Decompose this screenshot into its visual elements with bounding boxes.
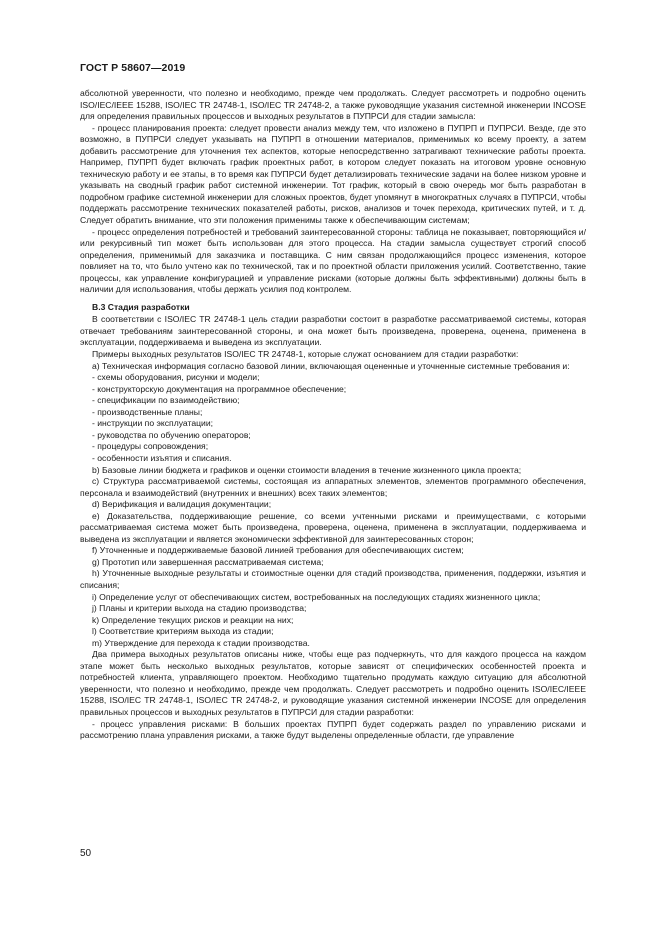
paragraph: j) Планы и критерии выхода на стадию производства; bbox=[92, 603, 307, 614]
paragraph: g) Прототип или завершенная рассматриваемая система; bbox=[92, 556, 324, 567]
paragraph: i) Определение услуг от обеспечивающих систем, востребованных на последующих стадиях жизненного цикла; bbox=[92, 591, 541, 602]
paragraph: - производственные планы; bbox=[92, 406, 203, 417]
paragraph: Примеры выходных результатов ISO/IEC TR 24748-1, которые служат основанием для стадии разработки: bbox=[92, 349, 519, 360]
paragraph: k) Определение текущих рисков и реакции на них; bbox=[92, 614, 294, 625]
paragraph: - особенности изъятия и списания. bbox=[92, 452, 232, 463]
paragraph: - спецификации по взаимодействию; bbox=[92, 395, 240, 406]
paragraph: d) Верификация и валидация документации; bbox=[92, 499, 272, 510]
paragraph: c) Структура рассматриваемой системы, состоящая из аппаратных элементов, элементов программного обеспечения, персонала и взаимодействий (внутренних и внешних) всех таких элементов; bbox=[80, 476, 586, 498]
paragraph: В соответствии с ISO/IEC TR 24748-1 цель стадии разработки состоит в разработке рассматриваемой системы, которая отвечает требованиям заинтересованной стороны, и она может быть произведена, проверена, оценена, применена в эксплуатации, поддерживаема и выведена из эксплуатации. bbox=[80, 314, 586, 348]
paragraph: m) Утверждение для перехода к стадии производства. bbox=[92, 637, 310, 648]
paragraph: e) Доказательства, поддерживающие решение, со всеми учтенными рисками и преимуществами, с которыми рассматриваемая система может быть произведена, проверена, оценена, применена в эксплуатации, поддерживаема и выведена из эксплуатации и является экономически эффективной для заинтересованных сторон; bbox=[80, 510, 586, 544]
paragraph: - процесс управления рисками: В больших проектах ПУПРП будет содержать раздел по управлению рисками и рассмотрению плана управления рисками, а также будут выделены определенные области, где управление bbox=[80, 718, 586, 741]
paragraph: абсолютной уверенности, что полезно и необходимо, прежде чем продолжать. Следует рассмотреть и подробно оценить ISO/IEC/IEEE 15288, ISO/IEC TR 24748-1, ISO/IEC TR 24748-2, а также руководящие указания системной инженерии INCOSE для определения правильных процессов и выходных результатов в ПУПРСИ для стадии замысла: bbox=[80, 88, 586, 122]
paragraph: - конструкторскую документация на программное обеспечение; bbox=[92, 383, 347, 394]
paragraph: Два примера выходных результатов описаны ниже, чтобы еще раз подчеркнуть, что для каждого процесса на каждом этапе может быть несколько выходных результатов, которые зависят от специфических особенностей проекта и потребностей клиента, управляющего проектом. Необходимо тщательно продумать каждую ситуацию для абсолютной уверенности, что полезно и необходимо, прежде чем продолжать. Следует рассмотреть и подробно оценить ISO/IEC/IEEE 15288, ISO/IEC TR 24748-1, ISO/IEC TR 24748-2, и руководящие указания системной инженерии INCOSE для определения правильных процессов и выходных результатов в ПУПРСИ для стадии разработки: bbox=[80, 649, 586, 717]
paragraph: - процедуры сопровождения; bbox=[92, 441, 209, 452]
paragraph: b) Базовые линии бюджета и графиков и оценки стоимости владения в течение жизненного цикла проекта; bbox=[92, 464, 522, 475]
document-header: ГОСТ Р 58607—2019 bbox=[80, 62, 186, 74]
paragraph: l) Соответствие критериям выхода из стадии; bbox=[92, 626, 274, 637]
paragraph: - инструкции по эксплуатации; bbox=[92, 418, 214, 429]
section-heading: В.3 Стадия разработки bbox=[92, 301, 190, 312]
paragraph: - процесс планирования проекта: следует провести анализ между тем, что изложено в ПУПРП и ПУПРСИ. Везде, где это возможно, в ПУПРСИ следует указывать на ПУПРП в отношении материалов, применимых ко всему проекту, а затем добавить рассмотрение для уточнения тех аспектов, которые непосредственно затрагивают технические работы проекта. Например, ПУПРП будет включать график проектных работ, в котором следует показать на итоговом уровне основную техническую работу и ее этапы, в то время как ПУПРСИ будет детализировать технические задачи на более низком уровне и указывать на сводный график работ системной инженерии. Тот график, который в свою очередь мог быть разработан в подробном графике системной инженерии для сложных проектов, будет упомянут в многократных случаях в ПУПРСИ, чтобы поддержать рассмотрение технических показателей работы, рисков, анализов и точек перехода, критических путей, и т. д. Следует обратить внимание, что эти положения применимы также к обеспечивающим системам; bbox=[80, 122, 586, 226]
paragraph: - схемы оборудования, рисунки и модели; bbox=[92, 372, 260, 383]
paragraph: f) Уточненные и поддерживаемые базовой линией требования для обеспечивающих систем; bbox=[92, 545, 464, 556]
page-number: 50 bbox=[80, 848, 92, 859]
paragraph: - процесс определения потребностей и требований заинтересованной стороны: таблица не показывает, повторяющийся и/или рекурсивный тип может быть использован для этого процесса. На стадии замысла существует строгий способ определения, применимый для заказчика и поставщика. С ним связан продолжающийся процесс изменения, которое повлияет на то, что было учтено как по технической, так и по проектной области приложения усилий. Соответственно, такие процессы, как управление конфигурацией и управление рисками (которые должны быть эффективными) должны быть в наличии для использования, чтобы держать усилия под контролем. bbox=[80, 226, 586, 295]
paragraph: h) Уточненные выходные результаты и стоимостные оценки для стадий производства, применения, поддержки, изъятия и списания; bbox=[80, 568, 586, 590]
paragraph: a) Техническая информация согласно базовой линии, включающая оцененные и уточненные системные требования и: bbox=[92, 360, 570, 371]
page-body bbox=[80, 88, 586, 742]
paragraph: - руководства по обучению операторов; bbox=[92, 429, 251, 440]
